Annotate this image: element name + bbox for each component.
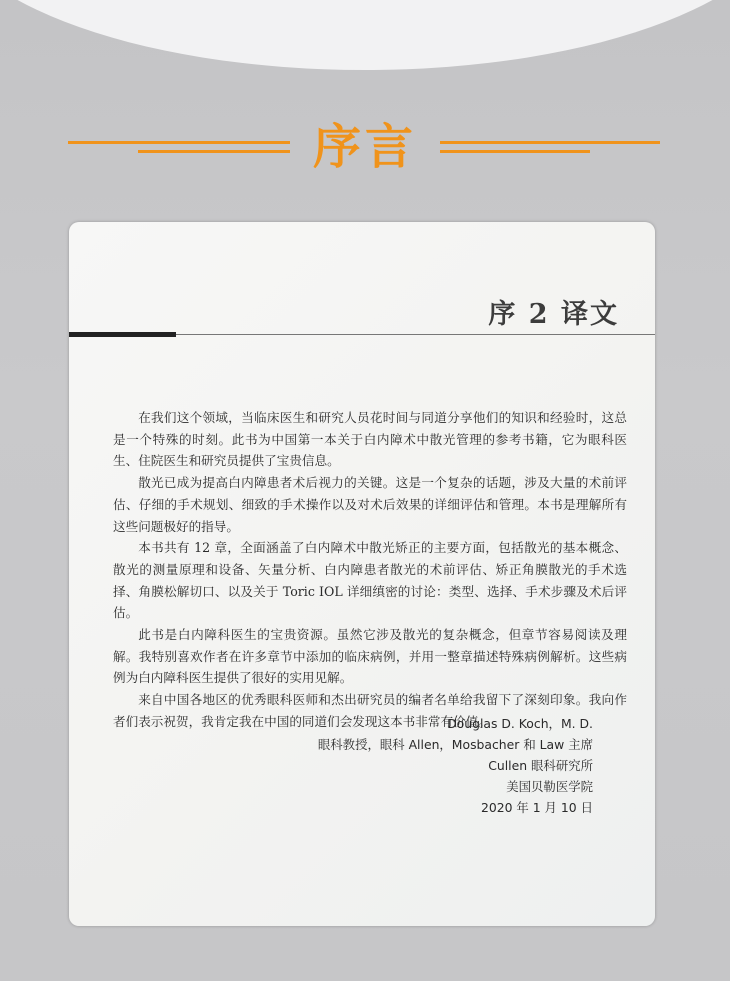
signature-institute: Cullen 眼科研究所	[488, 758, 593, 773]
page-title: 序言	[312, 119, 417, 175]
paragraph: 在我们这个领域，当临床医生和研究人员花时间与同道分享他们的知识和经验时，这总是一个特殊的时刻。此书为中国第一本关于白内障术中散光管理的参考书籍，它为眼科医生、住院医生和研究员提供了宝贵信息。	[113, 410, 627, 469]
book-page	[69, 222, 655, 926]
paragraph: 来自中国各地区的优秀眼科医师和杰出研究员的编者名单给我留下了深刻印象。我向作者们表示祝贺，我肯定我在中国的同道们会发现这本书非常有价值。	[113, 692, 627, 729]
preface-body	[113, 407, 627, 733]
signature-position: 眼科教授，眼科 Allen，Mosbacher 和 Law 主席	[317, 737, 593, 752]
signature-college: 美国贝勒医学院	[506, 779, 593, 794]
heading-right-line-bottom	[440, 150, 590, 153]
heading-banner	[0, 117, 730, 177]
top-arc-decoration	[0, 0, 730, 70]
signature-block	[318, 713, 593, 818]
paragraph: 此书是白内障科医生的宝贵资源。虽然它涉及散光的复杂概念，但章节容易阅读及理解。我特别喜欢作者在许多章节中添加的临床病例，并用一整章描述特殊病例解析。这些病例为白内障科医生提供了很好的实用见解。	[113, 627, 627, 686]
paragraph: 散光已成为提高白内障患者术后视力的关键。这是一个复杂的话题，涉及大量的术前评估、仔细的手术规划、细致的手术操作以及对术后效果的详细评估和管理。本书是理解所有这些问题极好的指导。	[113, 475, 627, 534]
chapter-title: 序 2 译文	[488, 299, 619, 330]
signature-name: Douglas D. Koch，M. D.	[447, 716, 593, 731]
signature-date: 2020 年 1 月 10 日	[480, 800, 593, 815]
heading-left-line-top	[68, 141, 290, 144]
heading-left-line-bottom	[138, 150, 290, 153]
header-rule-accent	[69, 332, 176, 337]
paragraph: 本书共有 12 章，全面涵盖了白内障术中散光矫正的主要方面，包括散光的基本概念、散光的测量原理和设备、矢量分析、白内障患者散光的术前评估、矫正角膜散光的手术选择、角膜松解切口、以及关于 Toric IOL 详细缜密的讨论：类型、选择、手术步骤及术后评估。	[113, 540, 627, 621]
heading-right-line-top	[440, 141, 660, 144]
